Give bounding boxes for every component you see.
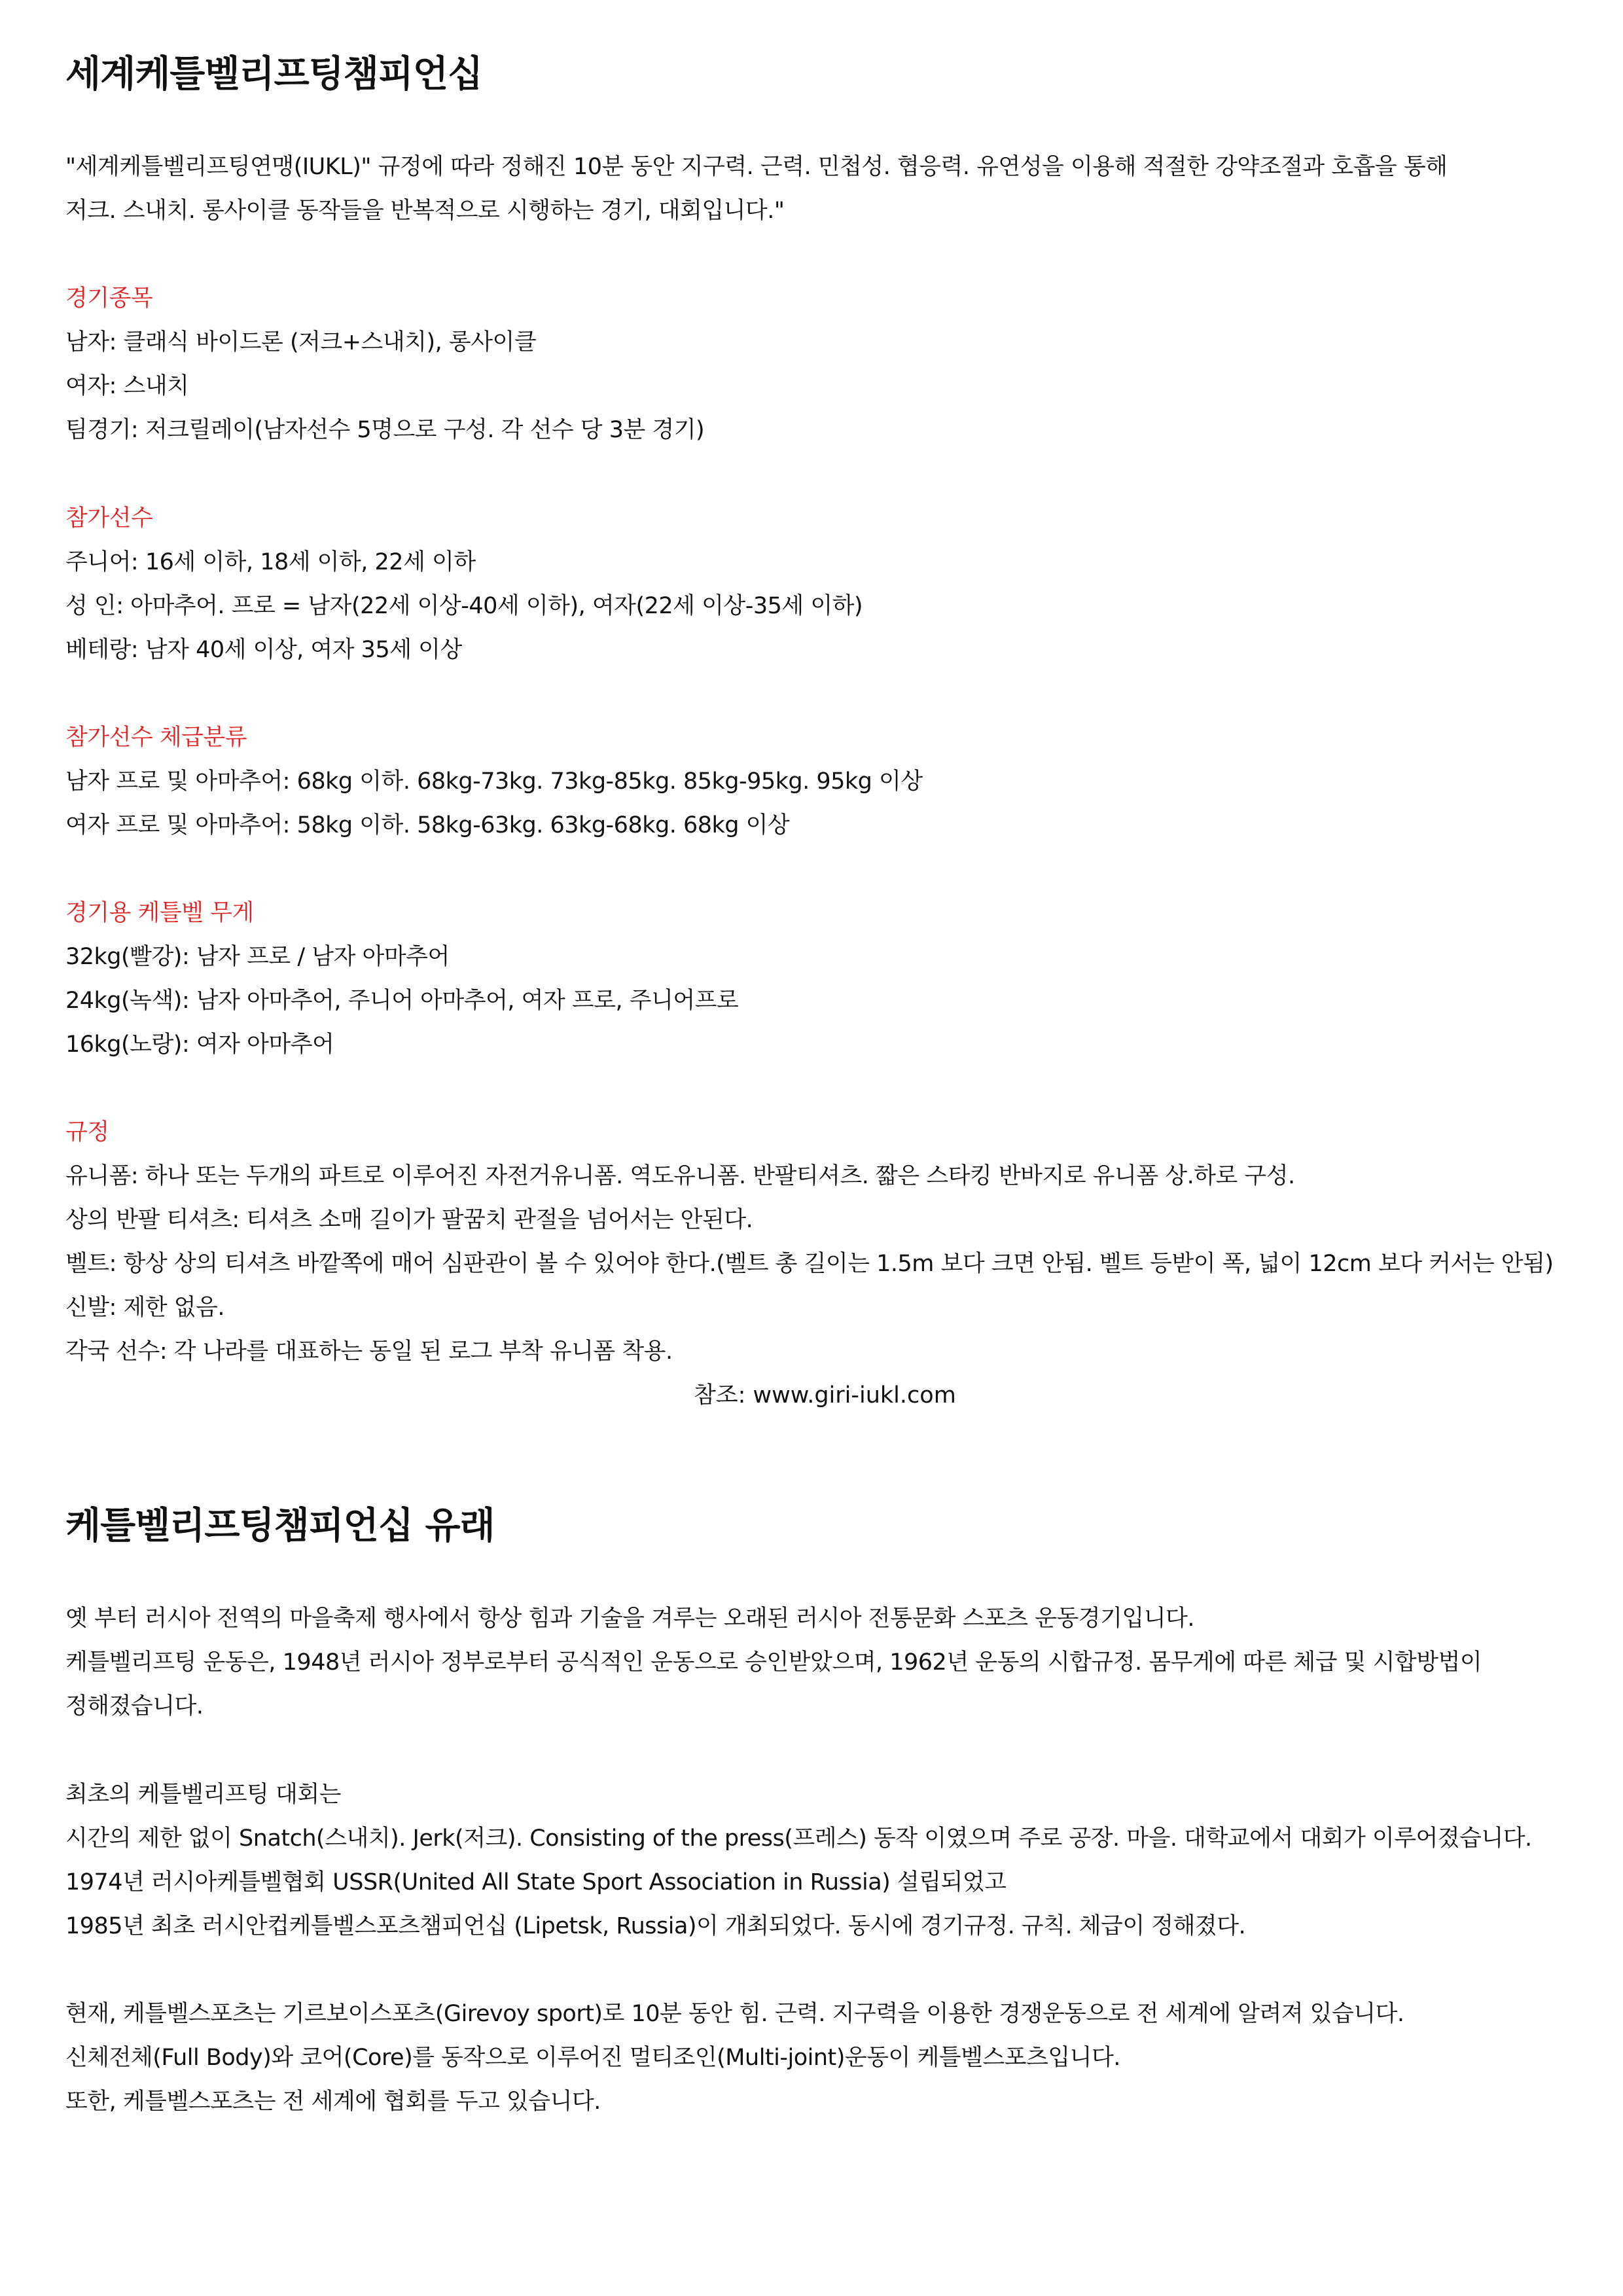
- kettlebell-weights-line: 24kg(녹색): 남자 아마추어, 주니어 아마추어, 여자 프로, 주니어프로: [65, 988, 739, 1014]
- participants-line: 베테랑: 남자 40세 이상, 여자 35세 이상: [65, 637, 462, 663]
- origin-line: 시간의 제한 없이 Snatch(스내치). Jerk(저크). Consisting of the press(프레스) 동작 이였으며 주로 공장. 마을. 대학교에서 대회가 이루어졌습니다.: [65, 1825, 1532, 1852]
- origin-line: 옛 부터 러시아 전역의 마을축제 행사에서 항상 힘과 기술을 겨루는 오래된 러시아 전통문화 스포츠 운동경기입니다.: [65, 1605, 1194, 1632]
- rules-heading: 규정: [65, 1119, 109, 1145]
- participants-heading: 참가선수: [65, 505, 153, 531]
- origin-line: 정해졌습니다.: [65, 1693, 204, 1719]
- reference-link: 참조: www.giri-iukl.com: [694, 1382, 956, 1408]
- rules-line: 신발: 제한 없음.: [65, 1295, 225, 1321]
- origin-paragraph-2: [65, 1773, 1571, 1948]
- events-line: 남자: 클래식 바이드론 (저크+스내치), 롱사이클: [65, 329, 537, 355]
- intro-line: "세계케틀벨리프팅연맹(IUKL)" 규정에 따라 정해진 10분 동안 지구력. 근력. 민첩성. 협응력. 유연성을 이용해 적절한 강약조절과 호흡을 통해: [65, 154, 1448, 180]
- origin-line: 또한, 케틀벨스포츠는 전 세계에 협회를 두고 있습니다.: [65, 2089, 601, 2115]
- events-heading: 경기종목: [65, 285, 153, 312]
- origin-paragraph-3: [65, 1992, 1571, 2124]
- events-line: 여자: 스내치: [65, 373, 189, 399]
- rules-line: 각국 선수: 각 나라를 대표하는 동일 된 로그 부착 유니폼 착용.: [65, 1338, 673, 1365]
- section2-title: 케틀벨리프팅챔피언십 유래: [65, 1505, 495, 1547]
- intro-line: 저크. 스내치. 롱사이클 동작들을 반복적으로 시행하는 경기, 대회입니다.": [65, 198, 785, 224]
- origin-line: 현재, 케틀벨스포츠는 기르보이스포츠(Girevoy sport)로 10분 동안 힘. 근력. 지구력을 이용한 경쟁운동으로 전 세계에 알려져 있습니다.: [65, 2001, 1404, 2027]
- origin-line: 1985년 최초 러시안컵케틀벨스포츠챔피언십 (Lipetsk, Russia)이 개최되었다. 동시에 경기규정. 규칙. 체급이 정해졌다.: [65, 1913, 1246, 1939]
- origin-line: 케틀벨리프팅 운동은, 1948년 러시아 정부로부터 공식적인 운동으로 승인받았으며, 1962년 운동의 시합규정. 몸무게에 따른 체급 및 시합방법이: [65, 1649, 1482, 1676]
- rules-line: 상의 반팔 티셔츠: 티셔츠 소매 길이가 팔꿈치 관절을 넘어서는 안된다.: [65, 1207, 753, 1233]
- weight-classes-line: 여자 프로 및 아마추어: 58kg 이하. 58kg-63kg. 63kg-68kg. 68kg 이상: [65, 812, 790, 838]
- section2-header: [65, 1500, 1571, 1552]
- rules-line: 벨트: 항상 상의 티셔츠 바깥쪽에 매어 심판관이 볼 수 있어야 한다.(벨트 총 길이는 1.5m 보다 크면 안됨. 벨트 등받이 폭, 넓이 12cm 보다 커서는 안됨): [65, 1251, 1554, 1277]
- weight-classes-heading: 참가선수 체급분류: [65, 725, 247, 751]
- participants-line: 성 인: 아마추어. 프로 = 남자(22세 이상-40세 이하), 여자(22세 이상-35세 이하): [65, 593, 863, 619]
- weight-classes-section: [65, 716, 1571, 848]
- origin-line: 최초의 케틀벨리프팅 대회는: [65, 1782, 341, 1808]
- weight-classes-line: 남자 프로 및 아마추어: 68kg 이하. 68kg-73kg. 73kg-85kg. 85kg-95kg. 95kg 이상: [65, 768, 923, 795]
- origin-line: 1974년 러시아케틀벨협회 USSR(United All State Sport Association in Russia) 설립되었고: [65, 1869, 1007, 1895]
- events-section: [65, 277, 1571, 452]
- participants-section: [65, 497, 1571, 672]
- kettlebell-weights-section: [65, 891, 1571, 1067]
- rules-line: 유니폼: 하나 또는 두개의 파트로 이루어진 자전거유니폼. 역도유니폼. 반팔티셔츠. 짧은 스타킹 반바지로 유니폼 상.하로 구성.: [65, 1163, 1295, 1189]
- events-line: 팀경기: 저크릴레이(남자선수 5명으로 구성. 각 선수 당 3분 경기): [65, 417, 705, 443]
- kettlebell-weights-line: 32kg(빨강): 남자 프로 / 남자 아마추어: [65, 944, 450, 970]
- rules-section: [65, 1111, 1571, 1374]
- participants-line: 주니어: 16세 이하, 18세 이하, 22세 이하: [65, 549, 476, 575]
- origin-paragraph-1: [65, 1597, 1571, 1729]
- origin-line: 신체전체(Full Body)와 코어(Core)를 동작으로 이루어진 멀티조인(Multi-joint)운동이 케틀벨스포츠입니다.: [65, 2045, 1120, 2071]
- kettlebell-weights-line: 16kg(노랑): 여자 아마추어: [65, 1031, 334, 1058]
- section1-header: [65, 48, 1571, 101]
- section1-title: 세계케틀벨리프팅챔피언십: [65, 53, 483, 96]
- kettlebell-weights-heading: 경기용 케틀벨 무게: [65, 900, 254, 926]
- section1-intro: [65, 145, 1571, 233]
